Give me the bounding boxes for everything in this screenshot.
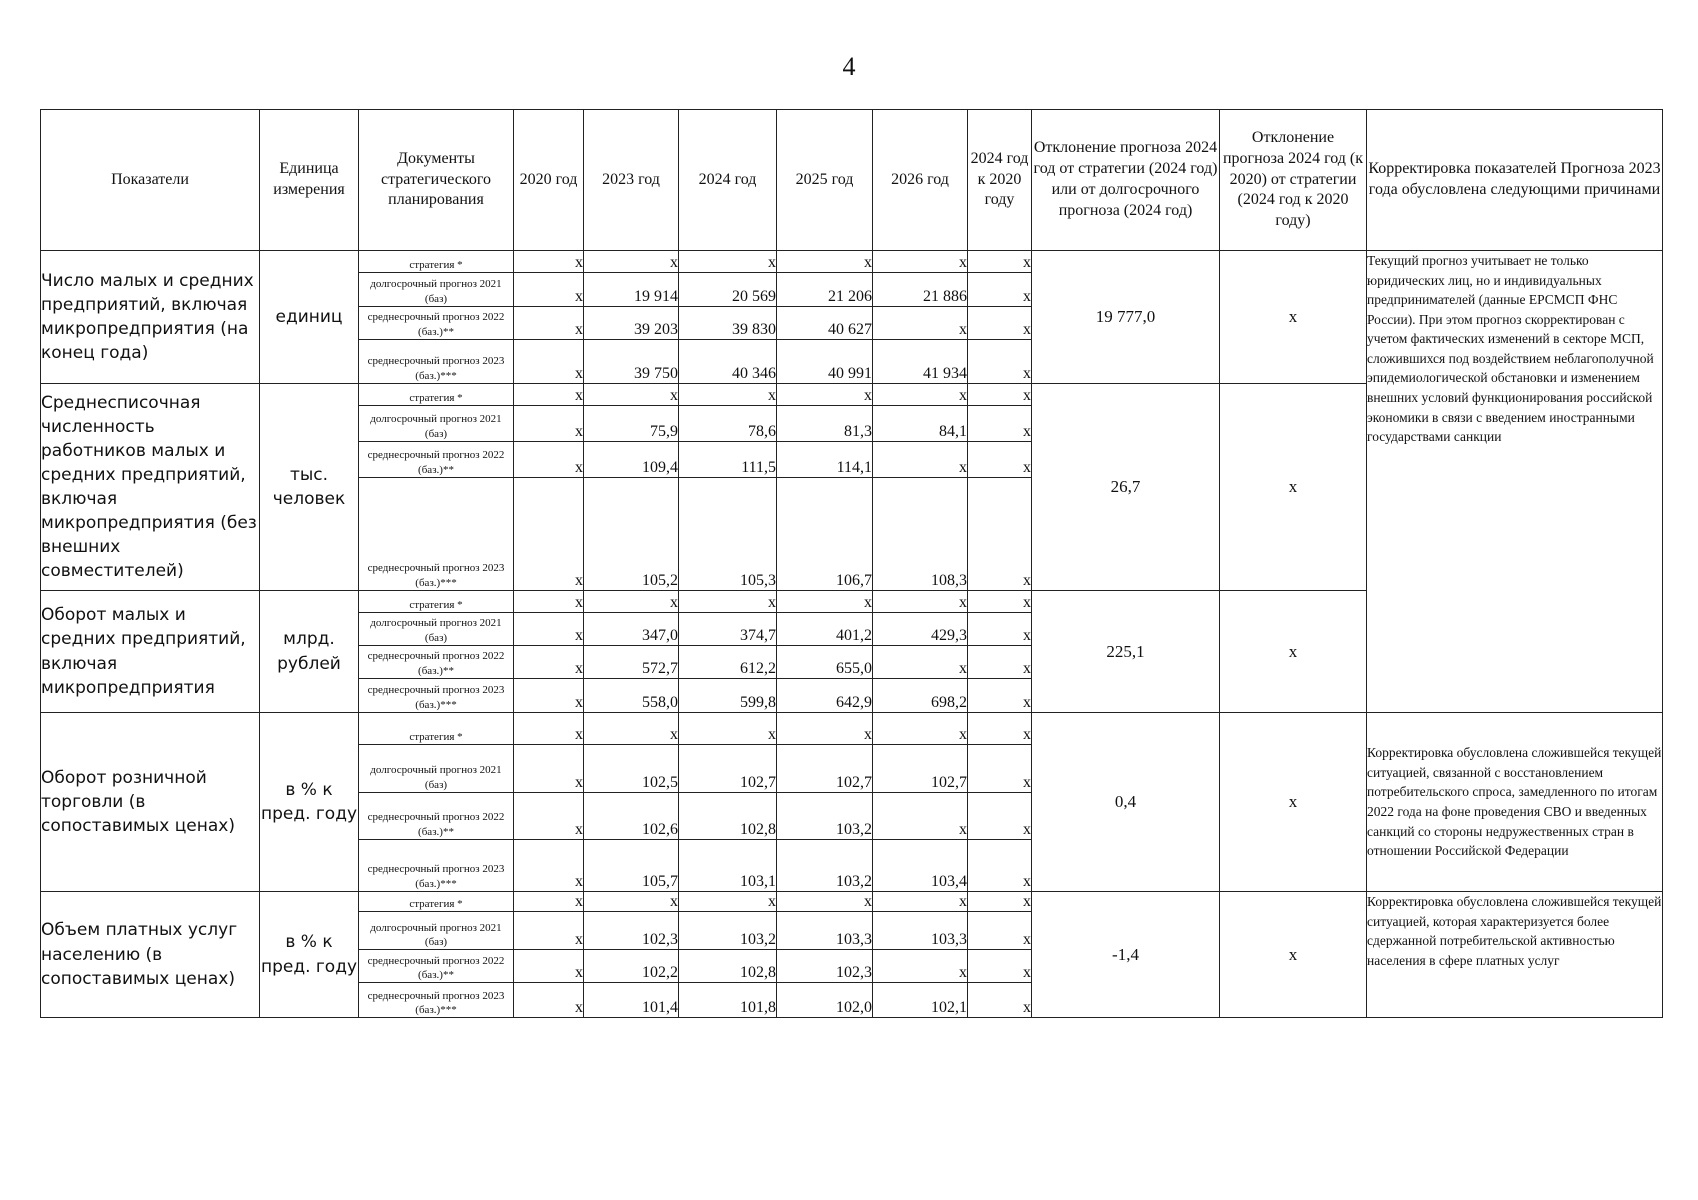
value-2023: 39 203 (584, 307, 679, 340)
value-2026: 84,1 (873, 406, 968, 442)
value-2024: 101,8 (679, 983, 777, 1018)
deviation-2024-to-2020: x (1220, 251, 1367, 384)
value-2025: 401,2 (777, 613, 873, 646)
unit-of-measure: единиц (260, 251, 359, 384)
value-2024-to-2020: x (968, 384, 1032, 406)
value-2020: x (514, 384, 584, 406)
value-2024-to-2020: x (968, 679, 1032, 713)
value-2023: 39 750 (584, 340, 679, 384)
value-2025: x (777, 713, 873, 745)
unit-of-measure: млрд. рублей (260, 591, 359, 713)
value-2024-to-2020: x (968, 591, 1032, 613)
value-2023: 102,5 (584, 745, 679, 793)
value-2020: x (514, 713, 584, 745)
value-2024-to-2020: x (968, 646, 1032, 679)
value-2023: 572,7 (584, 646, 679, 679)
value-2023: 105,7 (584, 840, 679, 892)
value-2020: x (514, 983, 584, 1018)
value-2025: 103,2 (777, 840, 873, 892)
header-2024: 2024 год (679, 110, 777, 251)
value-2024: 105,3 (679, 478, 777, 591)
value-2023: x (584, 251, 679, 273)
table-row (41, 251, 1663, 273)
deviation-2024-to-2020: x (1220, 892, 1367, 1018)
planning-document: стратегия * (359, 713, 514, 745)
table-row (41, 892, 1663, 912)
value-2026: x (873, 892, 968, 912)
planning-document: среднесрочный прогноз 2022 (баз.)** (359, 646, 514, 679)
value-2024-to-2020: x (968, 983, 1032, 1018)
value-2024: 374,7 (679, 613, 777, 646)
deviation-2024-to-2020: x (1220, 591, 1367, 713)
indicator-name: Оборот малых и средних предприятий, включая микропредприятия (41, 591, 260, 713)
planning-document: среднесрочный прогноз 2023 (баз.)*** (359, 478, 514, 591)
value-2025: x (777, 591, 873, 613)
header-2025: 2025 год (777, 110, 873, 251)
value-2023: 347,0 (584, 613, 679, 646)
value-2024-to-2020: x (968, 340, 1032, 384)
planning-document: стратегия * (359, 384, 514, 406)
value-2024: 612,2 (679, 646, 777, 679)
value-2025: 21 206 (777, 273, 873, 307)
deviation-2024: -1,4 (1032, 892, 1220, 1018)
value-2026: x (873, 307, 968, 340)
header-indicator: Показатели (41, 110, 260, 251)
header-row (41, 110, 1663, 251)
value-2020: x (514, 591, 584, 613)
planning-document: среднесрочный прогноз 2023 (баз.)*** (359, 840, 514, 892)
value-2024: 39 830 (679, 307, 777, 340)
value-2024-to-2020: x (968, 745, 1032, 793)
value-2025: 114,1 (777, 442, 873, 478)
value-2020: x (514, 613, 584, 646)
value-2023: 558,0 (584, 679, 679, 713)
value-2025: 103,2 (777, 793, 873, 840)
header-2024-to-2020: 2024 год к 2020 году (968, 110, 1032, 251)
header-2023: 2023 год (584, 110, 679, 251)
header-2026: 2026 год (873, 110, 968, 251)
value-2023: 101,4 (584, 983, 679, 1018)
value-2024-to-2020: x (968, 273, 1032, 307)
value-2024-to-2020: x (968, 478, 1032, 591)
value-2020: x (514, 679, 584, 713)
value-2020: x (514, 442, 584, 478)
table-row (41, 713, 1663, 745)
indicator-name: Среднесписочная численность работников малых и средних предприятий, включая микропредприятия (без внешних совместителей) (41, 384, 260, 591)
reason-text: Текущий прогноз учитывает не только юридических лиц, но и индивидуальных предпринимателей (данные ЕРСМСП ФНС России). При этом прогноз скорректирован с учетом фактических изменений в секторе МСП, сложившихся под воздействием неблагополучной эпидемиологической обстановки и изменением внешних условий функционирования российской экономики в связи с введением иностранными государствами санкции (1367, 251, 1663, 713)
value-2023: x (584, 713, 679, 745)
value-2020: x (514, 912, 584, 950)
value-2024-to-2020: x (968, 442, 1032, 478)
planning-document: стратегия * (359, 892, 514, 912)
value-2024-to-2020: x (968, 613, 1032, 646)
planning-document: долгосрочный прогноз 2021 (баз) (359, 912, 514, 950)
value-2020: x (514, 840, 584, 892)
value-2023: x (584, 892, 679, 912)
value-2020: x (514, 307, 584, 340)
planning-document: стратегия * (359, 251, 514, 273)
value-2023: 102,3 (584, 912, 679, 950)
value-2024: 111,5 (679, 442, 777, 478)
value-2024-to-2020: x (968, 950, 1032, 983)
deviation-2024: 19 777,0 (1032, 251, 1220, 384)
value-2026: 698,2 (873, 679, 968, 713)
value-2024-to-2020: x (968, 713, 1032, 745)
value-2026: 108,3 (873, 478, 968, 591)
indicator-name: Оборот розничной торговли (в сопоставимых ценах) (41, 713, 260, 892)
value-2025: 102,7 (777, 745, 873, 793)
value-2023: 105,2 (584, 478, 679, 591)
value-2024: 20 569 (679, 273, 777, 307)
planning-document: долгосрочный прогноз 2021 (баз) (359, 273, 514, 307)
value-2023: 102,2 (584, 950, 679, 983)
value-2026: x (873, 442, 968, 478)
value-2023: 75,9 (584, 406, 679, 442)
value-2025: 642,9 (777, 679, 873, 713)
value-2024: 102,8 (679, 950, 777, 983)
planning-document: среднесрочный прогноз 2023 (баз.)*** (359, 983, 514, 1018)
value-2020: x (514, 793, 584, 840)
deviation-2024: 225,1 (1032, 591, 1220, 713)
deviation-2024: 0,4 (1032, 713, 1220, 892)
value-2025: 655,0 (777, 646, 873, 679)
value-2026: x (873, 646, 968, 679)
reason-text: Корректировка обусловлена сложившейся текущей ситуацией, которая характеризуется более сдержанной потребительской активностью населения в сфере платных услуг (1367, 892, 1663, 1018)
value-2024: x (679, 713, 777, 745)
value-2024: 102,8 (679, 793, 777, 840)
value-2026: x (873, 591, 968, 613)
value-2024: 103,2 (679, 912, 777, 950)
value-2023: 109,4 (584, 442, 679, 478)
value-2026: 21 886 (873, 273, 968, 307)
value-2020: x (514, 646, 584, 679)
indicator-name: Число малых и средних предприятий, включая микропредприятия (на конец года) (41, 251, 260, 384)
header-deviation-2024-2020: Отклонение прогноза 2024 год (к 2020) от стратегии (2024 год к 2020 году) (1220, 110, 1367, 251)
indicator-name: Объем платных услуг населению (в сопоставимых ценах) (41, 892, 260, 1018)
value-2024: 40 346 (679, 340, 777, 384)
value-2024: 78,6 (679, 406, 777, 442)
value-2020: x (514, 950, 584, 983)
planning-document: среднесрочный прогноз 2022 (баз.)** (359, 793, 514, 840)
unit-of-measure: в % к пред. году (260, 713, 359, 892)
value-2026: 429,3 (873, 613, 968, 646)
planning-document: стратегия * (359, 591, 514, 613)
value-2026: x (873, 793, 968, 840)
value-2023: x (584, 384, 679, 406)
value-2025: 40 991 (777, 340, 873, 384)
planning-document: среднесрочный прогноз 2023 (баз.)*** (359, 679, 514, 713)
value-2020: x (514, 892, 584, 912)
value-2025: x (777, 892, 873, 912)
value-2025: 103,3 (777, 912, 873, 950)
planning-document: долгосрочный прогноз 2021 (баз) (359, 613, 514, 646)
value-2025: 106,7 (777, 478, 873, 591)
value-2024: x (679, 251, 777, 273)
value-2020: x (514, 745, 584, 793)
header-2020: 2020 год (514, 110, 584, 251)
value-2024-to-2020: x (968, 892, 1032, 912)
value-2024: x (679, 892, 777, 912)
header-deviation-2024: Отклонение прогноза 2024 год от стратегии (2024 год) или от долгосрочного прогноза (2024 год) (1032, 110, 1220, 251)
value-2024-to-2020: x (968, 406, 1032, 442)
value-2023: x (584, 591, 679, 613)
value-2020: x (514, 273, 584, 307)
value-2026: x (873, 384, 968, 406)
value-2024-to-2020: x (968, 251, 1032, 273)
value-2024: 599,8 (679, 679, 777, 713)
value-2026: 102,1 (873, 983, 968, 1018)
page-number: 4 (842, 52, 856, 81)
header-docs: Документы стратегического планирования (359, 110, 514, 251)
value-2024: x (679, 384, 777, 406)
planning-document: среднесрочный прогноз 2023 (баз.)*** (359, 340, 514, 384)
deviation-2024: 26,7 (1032, 384, 1220, 591)
value-2024-to-2020: x (968, 307, 1032, 340)
planning-document: среднесрочный прогноз 2022 (баз.)** (359, 950, 514, 983)
value-2020: x (514, 340, 584, 384)
unit-of-measure: тыс. человек (260, 384, 359, 591)
planning-document: среднесрочный прогноз 2022 (баз.)** (359, 307, 514, 340)
value-2026: x (873, 950, 968, 983)
reason-text: Корректировка обусловлена сложившейся текущей ситуацией, связанной с восстановлением потребительского спроса, замедленного по итогам 2022 года на фоне проведения СВО и введенных санкций со стороны недружественных стран в отношении Российской Федерации (1367, 713, 1663, 892)
value-2025: x (777, 384, 873, 406)
forecast-table (40, 109, 1663, 1018)
deviation-2024-to-2020: x (1220, 713, 1367, 892)
planning-document: долгосрочный прогноз 2021 (баз) (359, 745, 514, 793)
value-2025: 102,3 (777, 950, 873, 983)
value-2024: x (679, 591, 777, 613)
value-2023: 19 914 (584, 273, 679, 307)
value-2020: x (514, 478, 584, 591)
value-2025: 81,3 (777, 406, 873, 442)
planning-document: среднесрочный прогноз 2022 (баз.)** (359, 442, 514, 478)
value-2024: 102,7 (679, 745, 777, 793)
value-2024: 103,1 (679, 840, 777, 892)
value-2026: 41 934 (873, 340, 968, 384)
value-2024-to-2020: x (968, 912, 1032, 950)
value-2026: x (873, 251, 968, 273)
planning-document: долгосрочный прогноз 2021 (баз) (359, 406, 514, 442)
header-unit: Единица измерения (260, 110, 359, 251)
value-2020: x (514, 406, 584, 442)
value-2026: x (873, 713, 968, 745)
value-2025: x (777, 251, 873, 273)
value-2024-to-2020: x (968, 840, 1032, 892)
value-2020: x (514, 251, 584, 273)
value-2025: 40 627 (777, 307, 873, 340)
value-2026: 103,4 (873, 840, 968, 892)
value-2023: 102,6 (584, 793, 679, 840)
value-2024-to-2020: x (968, 793, 1032, 840)
value-2026: 103,3 (873, 912, 968, 950)
value-2025: 102,0 (777, 983, 873, 1018)
header-reasons: Корректировка показателей Прогноза 2023 года обусловлена следующими причинами (1367, 110, 1663, 251)
unit-of-measure: в % к пред. году (260, 892, 359, 1018)
deviation-2024-to-2020: x (1220, 384, 1367, 591)
value-2026: 102,7 (873, 745, 968, 793)
